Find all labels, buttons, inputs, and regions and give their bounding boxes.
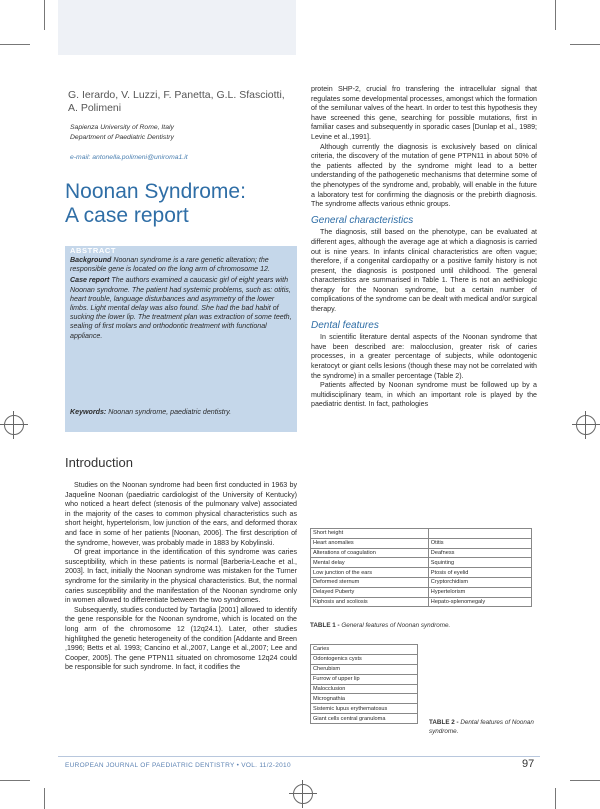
- page-number: 97: [522, 758, 535, 770]
- table-cell: Cherubism: [311, 664, 418, 674]
- table-cell: Giant cells central granuloma: [311, 714, 418, 724]
- table-row: [311, 587, 532, 597]
- table-1-caption-label: TABLE 1 -: [310, 622, 340, 629]
- journal-footer: EUROPEAN JOURNAL OF PAEDIATRIC DENTISTRY • VOL. 11/2-2010: [65, 762, 291, 769]
- title-line-1: Noonan Syndrome:: [65, 180, 246, 203]
- registration-mark-icon: [293, 784, 313, 804]
- table-1: [310, 528, 532, 607]
- column-left: [65, 481, 297, 673]
- footer-divider: [58, 756, 540, 757]
- background-label: Background: [70, 256, 112, 264]
- paragraph: Studies on the Noonan syndrome had been first conducted in 1963 by Jaqueline Noonan (paediatric cardiologist of the University of Kentucky) who noticed a heart defect (stenosis of the pulmonary valve) associated in the majority of the cases to common physical characteristics such as short height, hypertelorism, low junction of the ears, and deformed thorax and face in some of her patients [Noonan, 2006]. The first description of the syndrome, however, was probably made in 1883 by Kobylinski.: [65, 481, 297, 547]
- keywords-text: Noonan syndrome, paediatric dentistry.: [106, 408, 232, 416]
- affiliation-email: e-mail: antonella.polimeni@uniroma1.it: [70, 154, 188, 161]
- crop-mark: [555, 788, 556, 809]
- section-heading-general: General characteristics: [311, 214, 414, 226]
- authors: G. Ierardo, V. Luzzi, F. Panetta, G.L. Sfasciotti, A. Polimeni: [68, 89, 285, 114]
- paragraph: The diagnosis, still based on the phenotype, can be evaluated at different ages, although the average age at which a diagnosis is carried out is nine years. In infants clinical characteristics are often vague; therefore, if a congenital cardiopathy or a positive family history is not present, the diagnosis is postponed until childhood. The general characteristics are summarised in Table 1. There is not an aethiologic therapy for the Noonan syndrome, but a certain number of complications of the syndrome can be dealt with medical and/or surgical therapy.: [311, 228, 537, 314]
- table-2-caption-label: TABLE 2 -: [429, 719, 459, 726]
- header-band: [58, 0, 296, 55]
- table-1-caption-text: General features of Noonan syndrome.: [339, 622, 451, 629]
- keywords: [70, 408, 293, 416]
- table-cell: Sistemic lupus erythematosus: [311, 704, 418, 714]
- affiliation-department: Department of Paediatric Dentistry: [70, 133, 174, 141]
- table-2-caption: [429, 718, 539, 736]
- case-report-text: The authors examined a caucasic girl of eight years with Noonan syndrome. The patient had systemic problems, such as: otitis, heart trouble, language disturbances and asymmetry of the lower limbs. Light mental delay was also found. She had the bad habit of sucking the lower lip. The treatment plan was extraction of some teeth, sealing of first molars and orthodontic treatment with functional appliance.: [70, 276, 292, 340]
- table-row: [311, 704, 418, 714]
- affiliation: [70, 123, 292, 163]
- table-cell: Alterations of coagulation: [311, 548, 429, 558]
- table-cell: Deafness: [428, 548, 531, 558]
- keywords-label: Keywords:: [70, 408, 107, 416]
- section-heading-dental: Dental features: [311, 319, 379, 331]
- affiliation-university: Sapienza University of Rome, Italy: [70, 124, 174, 131]
- table-cell: Ptosis of eyelid: [428, 568, 531, 578]
- table-cell: Deformed sternum: [311, 577, 429, 587]
- table-cell: Kiphosis and scoliosis: [311, 597, 429, 607]
- table-row: [311, 694, 418, 704]
- table-cell: Squinting: [428, 558, 531, 568]
- introduction-heading: Introduction: [65, 455, 133, 470]
- table-cell: Hypertelorism: [428, 587, 531, 597]
- paragraph: Subsequently, studies conducted by Tartaglia [2001] allowed to identify the gene responsible for the Noonan syndrome, which is located on the long arm of the chromosome 12 (12q24.1). Later, other studies highlitghed the genetic heterogeneity of the condition [Addante and Breen ,1996; Betts et al. 1993; Cancino et al.,2007, Lange et al.,2007; Lee and Cooper, 2005]. The gene PTPN11 situated on chromosome 12q24 could be responsible for such syndrome. In fact, it codifies the: [65, 605, 297, 672]
- paragraph: protein SHP-2, crucial fro transfering the intracellular signal that regulates some developmental processes, amongst which the formation of the semilunar valves of the heart. In order to test this hypothesis they have screened this gene, searching for possible mutations, first in familiar cases and subsequently in sporadic cases [Dunlap et al., 1989; Levine et al.,1991].: [311, 85, 537, 141]
- table-2-caption-text: Dental features of Noonan syndrome.: [429, 719, 534, 735]
- table-cell: Mental delay: [311, 558, 429, 568]
- paragraph: Patients affected by Noonan syndrome must be followed up by a multidisciplinary team, in which an important role is played by the paediatric dentist. In fact, pathologies: [311, 381, 537, 409]
- crop-mark: [570, 44, 600, 45]
- table-row: [311, 568, 532, 578]
- table-cell: [428, 529, 531, 539]
- table-cell: Short height: [311, 529, 429, 539]
- page-title: [65, 180, 297, 228]
- table-row: [311, 548, 532, 558]
- crop-mark: [44, 0, 45, 30]
- registration-mark-icon: [576, 415, 596, 435]
- table-cell: Caries: [311, 645, 418, 655]
- table-cell: Heart anomalies: [311, 538, 429, 548]
- crop-mark: [0, 44, 30, 45]
- paragraph: Although currently the diagnosis is exclusively based on clinical criteria, the discovery of the mutation of gene PTPN11 in about 50% of the patients affected by the syndrome might lead to a better understanding of the pathogenetic mechanisms that determine some of the phenotypes of the syndrome and, probably, will enable in the future a laboratory test for confirming the diagnosis or the prebirth diagnosis. The syndrome affects various ethnic groups.: [311, 142, 537, 209]
- crop-mark: [555, 0, 556, 30]
- abstract-body: [70, 256, 293, 343]
- case-report-label: Case report: [70, 276, 110, 285]
- table-cell: Furrow of upper lip: [311, 674, 418, 684]
- table-row: [311, 674, 418, 684]
- table-row: [311, 538, 532, 548]
- table-2: [310, 644, 418, 724]
- table-row: [311, 558, 532, 568]
- background-text: Noonan syndrome is a rare genetic alteration; the responsible gene is located on the long arm of chromosome 12.: [70, 256, 270, 274]
- table-row: [311, 645, 418, 655]
- table-row: [311, 714, 418, 724]
- registration-mark-icon: [4, 415, 24, 435]
- table-row: [311, 577, 532, 587]
- crop-mark: [44, 788, 45, 809]
- table-cell: Hepato-splenomegaly: [428, 597, 531, 607]
- column-right: [311, 85, 537, 410]
- table-1-caption: [310, 622, 450, 629]
- table-cell: Malocclusion: [311, 684, 418, 694]
- table-row: [311, 529, 532, 539]
- table-cell: Micrognathia: [311, 694, 418, 704]
- paragraph: Of great importance in the identification of this syndrome was caries susceptibility, which in these patients is normal [Barberia-Leache et al., 2003]. In fact, initially the Noonan syndrome was mistaken for the Turner syndrome for the similarity in the physical characteristics. But, the normal caries susceptibility and the manifestation of the Noonan syndrome only in women allowed to differentiate between the two syndromes.: [65, 548, 297, 605]
- table-cell: Odontogenics cysts: [311, 654, 418, 664]
- title-line-2: A case report: [65, 204, 189, 227]
- table-row: [311, 597, 532, 607]
- table-cell: Delayed Puberty: [311, 587, 429, 597]
- table-row: [311, 684, 418, 694]
- paragraph: In scientific literature dental aspects of the Noonan syndrome that have been described are: malocclusion, greater risk of caries processes, in a greater percentage of subjects, while odontogenic keratocyt or giant cells lesions (though these may not be correlated with the syndrome) in a smaller percentage (Table 2).: [311, 333, 537, 380]
- table-cell: Cryptorchidism: [428, 577, 531, 587]
- crop-mark: [570, 780, 600, 781]
- abstract-heading: ABSTRACT: [70, 246, 117, 255]
- table-cell: Otitis: [428, 538, 531, 548]
- table-cell: Low junction of the ears: [311, 568, 429, 578]
- table-row: [311, 664, 418, 674]
- crop-mark: [0, 780, 30, 781]
- table-row: [311, 654, 418, 664]
